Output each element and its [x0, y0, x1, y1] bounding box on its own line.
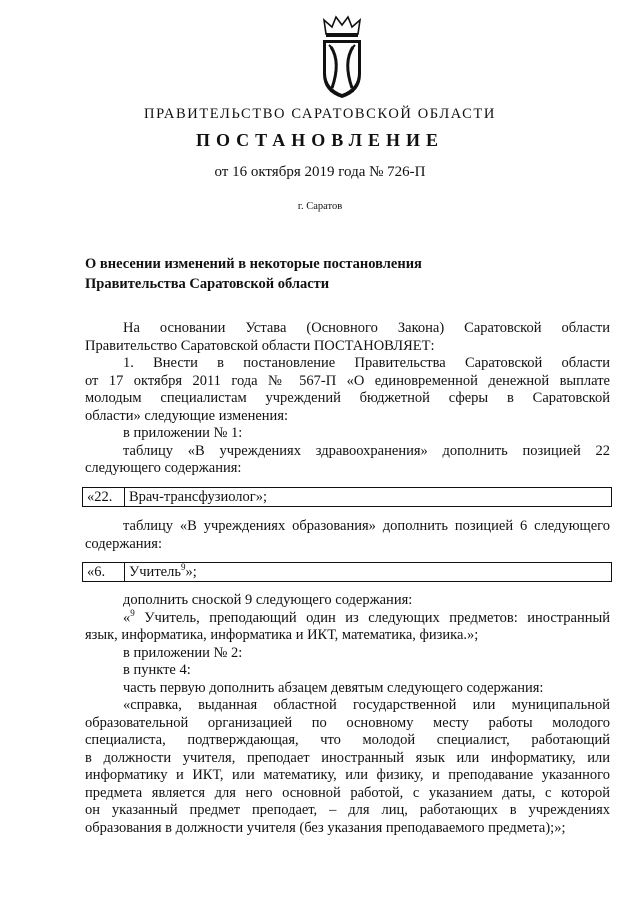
paragraph-line: от 17 октября 2011 года № 567-П «О единовременной денежной выплате: [85, 372, 610, 389]
subject-line: О внесении изменений в некоторые постановления: [85, 256, 422, 272]
government-name: ПРАВИТЕЛЬСТВО САРАТОВСКОЙ ОБЛАСТИ: [144, 106, 496, 122]
paragraph-line: содержания:: [85, 535, 163, 552]
paragraph-line: области» следующие изменения:: [85, 407, 289, 424]
paragraph-line: язык, информатика, информатика и ИКТ, математика, физика.»;: [85, 627, 479, 643]
paragraph-line: специалиста, подтверждающая, что молодой специалист, работающий: [85, 732, 610, 748]
table-cell-number: «6.: [83, 563, 125, 581]
paragraph-line: таблицу «В учреждениях образования» дополнить позицией 6 следующего: [123, 518, 610, 534]
insert-table-row: [82, 562, 612, 582]
paragraph-line: следующего содержания:: [85, 460, 242, 476]
document-subject: [85, 254, 585, 294]
paragraph-line: часть первую дополнить абзацем девятым следующего содержания:: [123, 679, 544, 696]
document-date-number: от 16 октября 2019 года № 726-П: [214, 164, 426, 180]
paragraph-line: информатику и ИКТ, или математику, или физику, и преподавание указанного: [85, 767, 610, 783]
body-block: [85, 320, 610, 478]
subject-line: Правительства Саратовской области: [85, 276, 330, 292]
paragraph-line: в пункте 4:: [123, 662, 191, 678]
paragraph-line: 1. Внести в постановление Правительства Саратовской области: [123, 355, 610, 371]
coat-of-arms-icon: [318, 14, 366, 100]
paragraph-line: он указанный предмет преподает, – для лиц, работающих в учреждениях: [85, 802, 610, 818]
body-block: [85, 592, 610, 837]
footnote-mark: 9: [130, 607, 135, 618]
paragraph-text: Учитель, преподающий один из следующих предметов: иностранный: [134, 609, 610, 626]
footnote-mark: 9: [180, 562, 186, 573]
body-block: [85, 518, 610, 553]
paragraph-line: в приложении № 1:: [123, 425, 243, 441]
paragraph-line: предмета является для него основной работой, с указанием даты, с которой: [85, 784, 610, 801]
insert-table-row: [82, 487, 612, 507]
paragraph-line: На основании Устава (Основного Закона) Саратовской области: [123, 320, 610, 336]
paragraph-line: образовательной организацией по основному месту работы молодого: [85, 714, 610, 731]
paragraph-line: [85, 607, 610, 628]
paragraph-line: Правительство Саратовской области ПОСТАНОВЛЯЕТ:: [85, 337, 435, 354]
quote-open: «: [123, 609, 131, 626]
table-cell-word: Учитель: [129, 564, 181, 580]
table-cell-tail: »;: [185, 564, 197, 580]
paragraph-line: в приложении № 2:: [123, 644, 243, 661]
table-cell-text: Врач-трансфузиолог»;: [129, 489, 268, 505]
paragraph-line: образования в должности учителя (без указания преподаваемого предмета);»;: [85, 819, 566, 836]
table-cell-text: [125, 563, 611, 581]
paragraph-line: дополнить сноской 9 следующего содержания:: [123, 592, 413, 608]
paragraph-line: молодым специалистам учреждений бюджетной сферы в Саратовской: [85, 390, 610, 406]
paragraph-line: в должности учителя, преподает иностранный язык или информатику, или: [85, 749, 610, 766]
document-city: г. Саратов: [297, 201, 343, 212]
paragraph-line: таблицу «В учреждениях здравоохранения» дополнить позицией 22: [123, 442, 610, 459]
paragraph-line: «справка, выданная областной государственной или муниципальной: [123, 697, 610, 713]
document-title: ПОСТАНОВЛЕНИЕ: [195, 130, 445, 150]
table-cell-number: «22.: [83, 488, 125, 506]
